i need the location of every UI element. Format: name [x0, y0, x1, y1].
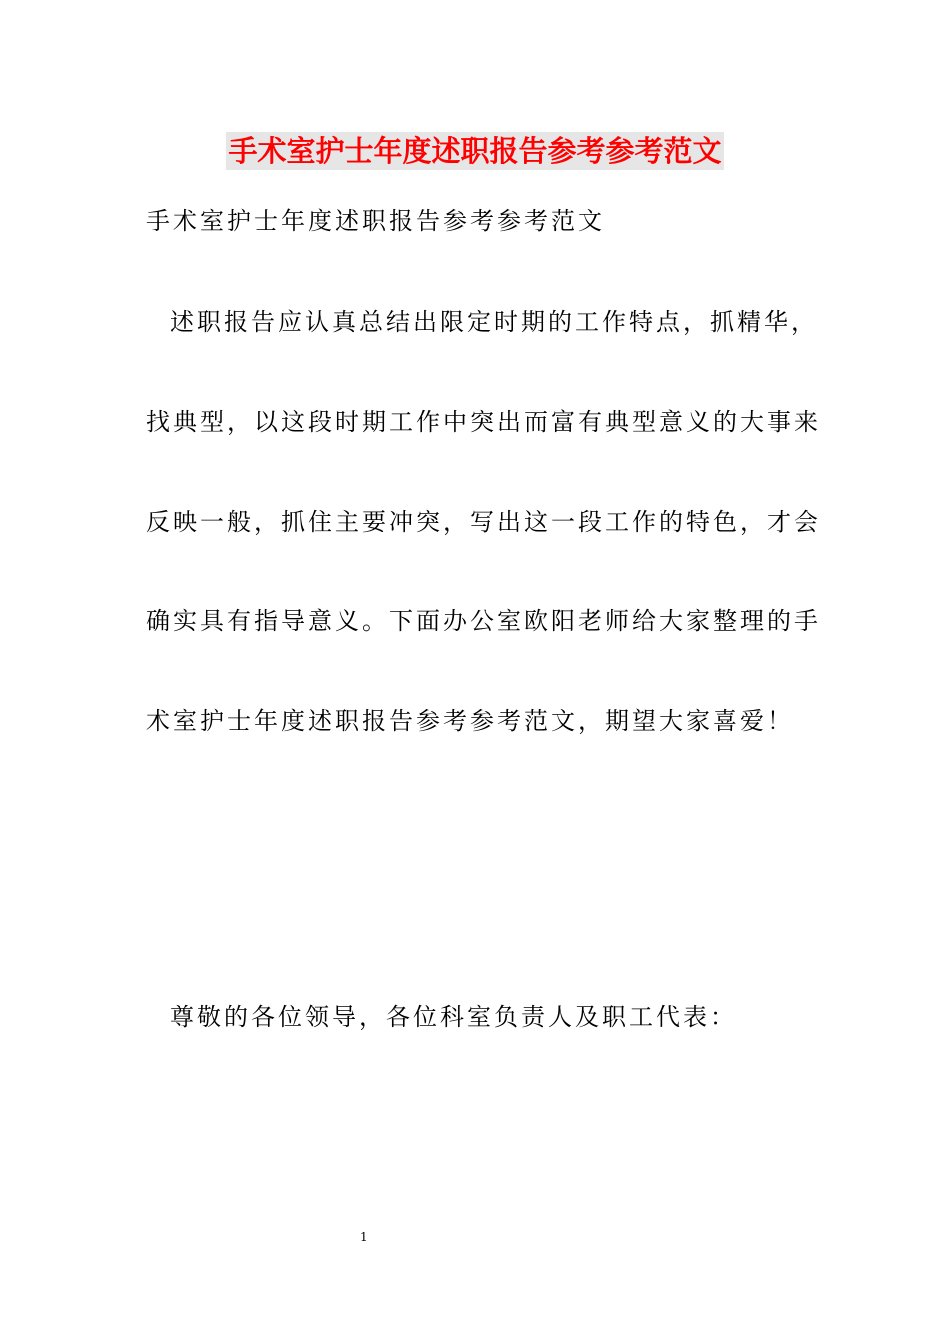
title-container	[0, 132, 950, 170]
paragraph-line-1: 述职报告应认真总结出限定时期的工作特点，抓精华，	[170, 308, 818, 336]
paragraph-line-3: 反映一般，抓住主要冲突，写出这一段工作的特色，才会	[146, 508, 821, 536]
paragraph-line-4: 确实具有指导意义。下面办公室欧阳老师给大家整理的手	[146, 607, 821, 635]
document-title: 手术室护士年度述职报告参考参考范文	[228, 134, 722, 168]
greeting-line: 尊敬的各位领导，各位科室负责人及职工代表：	[170, 1003, 737, 1031]
paragraph-line-2: 找典型，以这段时期工作中突出而富有典型意义的大事来	[146, 408, 821, 436]
page-number: 1	[360, 1230, 368, 1244]
document-subtitle: 手术室护士年度述职报告参考参考范文	[146, 207, 605, 235]
paragraph-line-5: 术室护士年度述职报告参考参考范文，期望大家喜爱！	[146, 707, 794, 735]
